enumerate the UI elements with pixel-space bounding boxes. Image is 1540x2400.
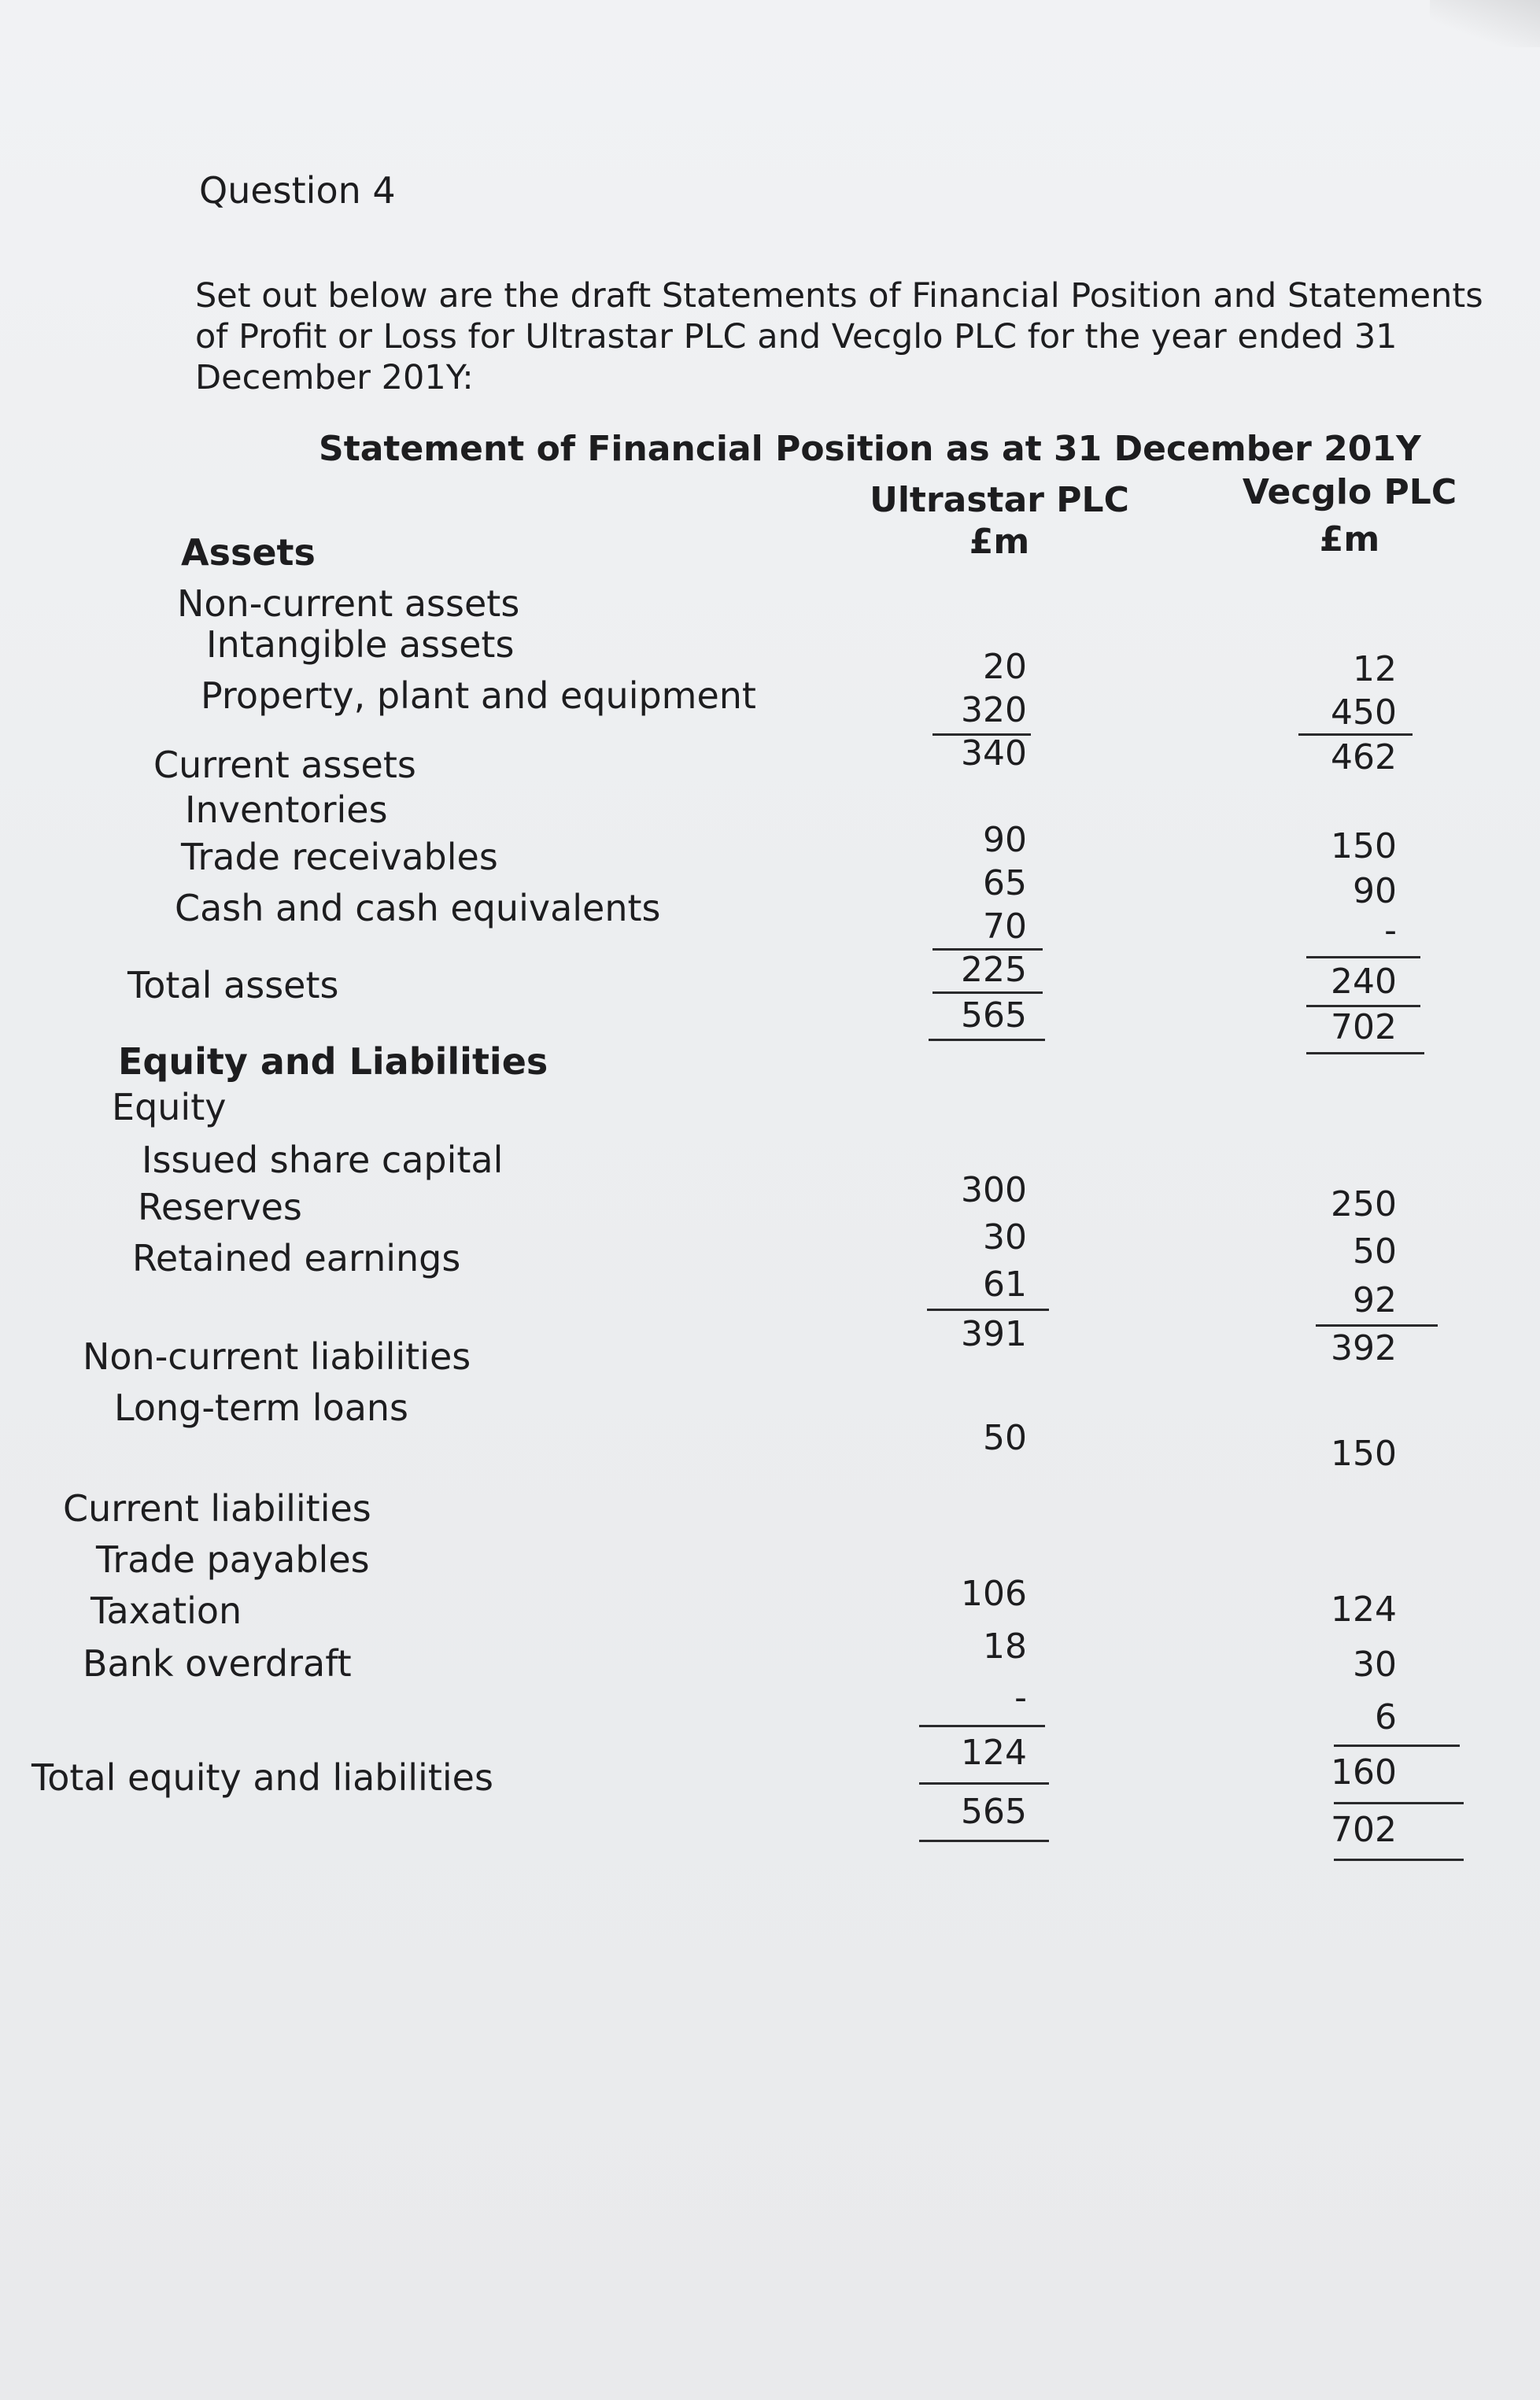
row-label-cash: Cash and cash equivalents — [175, 887, 661, 929]
value-vecglo-inventories: 150 — [1331, 826, 1397, 866]
value-ultrastar-overdraft: - — [1014, 1678, 1027, 1718]
value-vecglo-ca-total: 240 — [1331, 962, 1397, 1002]
value-ultrastar-cl-total: 124 — [961, 1733, 1027, 1773]
subheading-current-liabilities: Current liabilities — [63, 1487, 371, 1530]
value-vecglo-total-equity-liabilities: 702 — [1331, 1810, 1397, 1850]
row-label-trade-receivables: Trade receivables — [181, 836, 498, 878]
value-vecglo-retained: 92 — [1353, 1280, 1397, 1320]
value-vecglo-total-assets: 702 — [1331, 1007, 1397, 1047]
row-label-total-equity-liabilities: Total equity and liabilities — [31, 1756, 493, 1799]
row-label-intangible: Intangible assets — [206, 623, 515, 666]
value-vecglo-nca-total: 462 — [1331, 737, 1397, 777]
row-label-retained-earnings: Retained earnings — [132, 1237, 461, 1279]
value-ultrastar-cash: 70 — [983, 906, 1027, 947]
value-ultrastar-total-assets: 565 — [961, 995, 1027, 1036]
value-ultrastar-ppe: 320 — [961, 690, 1027, 730]
column-header-vecglo: Vecglo PLC — [1242, 472, 1457, 512]
rule-vecglo-equity — [1316, 1324, 1438, 1327]
subheading-non-current-assets: Non-current assets — [177, 582, 520, 625]
section-heading-equity-liabilities: Equity and Liabilities — [118, 1040, 548, 1083]
value-ultrastar-inventories: 90 — [983, 820, 1027, 860]
row-label-share-capital: Issued share capital — [142, 1139, 504, 1181]
rule-ultrastar-equity — [927, 1309, 1049, 1311]
value-ultrastar-trade-receivables: 65 — [983, 863, 1027, 903]
value-ultrastar-nca-total: 340 — [961, 733, 1027, 774]
value-vecglo-intangible: 12 — [1353, 649, 1397, 689]
value-vecglo-cash: - — [1384, 910, 1397, 951]
question-title: Question 4 — [199, 169, 396, 212]
row-label-ppe: Property, plant and equipment — [201, 674, 756, 717]
rule-ultrastar-cl-bottom — [919, 1782, 1049, 1785]
column-header-ultrastar: Ultrastar PLC — [870, 480, 1129, 520]
rule-vecglo-nca — [1298, 733, 1413, 736]
section-heading-assets: Assets — [181, 531, 316, 574]
value-vecglo-cl-total: 160 — [1331, 1752, 1397, 1793]
row-label-trade-payables: Trade payables — [96, 1538, 370, 1581]
value-ultrastar-reserves: 30 — [983, 1217, 1027, 1257]
rule-vecglo-cl-top — [1334, 1745, 1460, 1747]
value-ultrastar-share-capital: 300 — [961, 1170, 1027, 1210]
column-unit-ultrastar: £m — [969, 522, 1030, 562]
page-corner-shadow — [1430, 0, 1540, 47]
rule-ultrastar-ca-bottom — [932, 991, 1043, 994]
value-vecglo-loans: 150 — [1331, 1434, 1397, 1474]
value-vecglo-reserves: 50 — [1353, 1231, 1397, 1272]
intro-paragraph: Set out below are the draft Statements of Financial Position and Statements of Profit or Loss for Ultrastar PLC and Vecglo PLC for the year ended 31 December 201Y: — [195, 276, 1483, 397]
statement-title: Statement of Financial Position as at 31 December 201Y — [319, 429, 1421, 469]
row-label-total-assets: Total assets — [127, 964, 339, 1006]
value-ultrastar-intangible: 20 — [983, 647, 1027, 687]
rule-vecglo-cl-bottom — [1334, 1802, 1464, 1804]
subheading-current-assets: Current assets — [153, 744, 416, 786]
value-vecglo-equity-total: 392 — [1331, 1328, 1397, 1368]
rule-vecglo-total-assets — [1306, 1052, 1424, 1054]
value-vecglo-overdraft: 6 — [1375, 1697, 1397, 1737]
value-ultrastar-total-equity-liabilities: 565 — [961, 1792, 1027, 1832]
value-vecglo-trade-receivables: 90 — [1353, 871, 1397, 911]
value-vecglo-payables: 124 — [1331, 1590, 1397, 1630]
rule-vecglo-ca-top — [1306, 956, 1420, 958]
rule-vecglo-grand-total — [1334, 1859, 1464, 1861]
rule-ultrastar-cl-top — [919, 1725, 1045, 1727]
value-ultrastar-equity-total: 391 — [961, 1314, 1027, 1354]
row-label-long-term-loans: Long-term loans — [114, 1386, 409, 1429]
subheading-equity: Equity — [112, 1086, 227, 1128]
value-ultrastar-taxation: 18 — [983, 1626, 1027, 1667]
row-label-bank-overdraft: Bank overdraft — [83, 1642, 352, 1685]
value-vecglo-share-capital: 250 — [1331, 1184, 1397, 1224]
rule-ultrastar-grand-total — [919, 1840, 1049, 1842]
value-vecglo-ppe: 450 — [1331, 692, 1397, 733]
value-ultrastar-ca-total: 225 — [961, 950, 1027, 990]
value-ultrastar-loans: 50 — [983, 1418, 1027, 1458]
row-label-inventories: Inventories — [185, 788, 388, 831]
value-ultrastar-retained: 61 — [983, 1265, 1027, 1305]
row-label-reserves: Reserves — [138, 1186, 302, 1228]
subheading-non-current-liabilities: Non-current liabilities — [83, 1335, 471, 1378]
value-ultrastar-payables: 106 — [961, 1574, 1027, 1614]
value-vecglo-taxation: 30 — [1353, 1645, 1397, 1685]
column-unit-vecglo: £m — [1319, 519, 1380, 559]
rule-ultrastar-total-assets — [929, 1039, 1045, 1041]
row-label-taxation: Taxation — [90, 1590, 242, 1632]
